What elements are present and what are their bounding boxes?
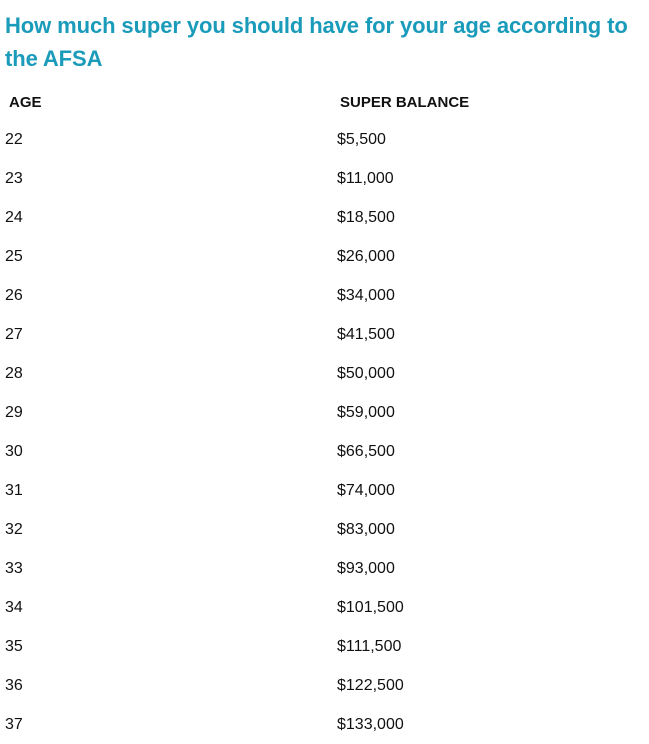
page-title: How much super you should have for your age according to the AFSA xyxy=(5,13,628,71)
balance-cell: $26,000 xyxy=(337,247,395,265)
balance-cell: $11,000 xyxy=(337,169,394,187)
age-cell: 31 xyxy=(5,481,23,499)
balance-cell: $41,500 xyxy=(337,325,395,343)
balance-cell: $101,500 xyxy=(337,598,404,616)
table-row xyxy=(0,393,649,432)
age-cell: 27 xyxy=(5,325,23,343)
age-cell: 29 xyxy=(5,403,23,421)
age-column-header: AGE xyxy=(9,93,42,111)
age-cell: 32 xyxy=(5,520,23,538)
table-row xyxy=(0,666,649,705)
table-row xyxy=(0,120,649,159)
balance-cell: $83,000 xyxy=(337,520,395,538)
table-row xyxy=(0,510,649,549)
table-row xyxy=(0,588,649,627)
table-row xyxy=(0,432,649,471)
table-row xyxy=(0,627,649,666)
age-cell: 37 xyxy=(5,715,23,733)
table-row xyxy=(0,471,649,510)
balance-cell: $34,000 xyxy=(337,286,395,304)
age-cell: 36 xyxy=(5,676,23,694)
table-row xyxy=(0,276,649,315)
age-cell: 28 xyxy=(5,364,23,382)
table-row xyxy=(0,315,649,354)
table-row xyxy=(0,159,649,198)
balance-cell: $74,000 xyxy=(337,481,395,499)
age-cell: 25 xyxy=(5,247,23,265)
table-header xyxy=(0,84,649,120)
balance-cell: $111,500 xyxy=(337,637,402,655)
balance-cell: $133,000 xyxy=(337,715,404,733)
balance-cell: $18,500 xyxy=(337,208,395,226)
age-cell: 23 xyxy=(5,169,23,187)
balance-cell: $59,000 xyxy=(337,403,395,421)
table-row xyxy=(0,354,649,393)
balance-cell: $66,500 xyxy=(337,442,395,460)
table-header-row xyxy=(0,84,649,120)
age-cell: 35 xyxy=(5,637,23,655)
balance-cell: $50,000 xyxy=(337,364,395,382)
table-row xyxy=(0,237,649,276)
table-row xyxy=(0,549,649,588)
super-balance-column-header: SUPER BALANCE xyxy=(340,93,470,111)
age-cell: 24 xyxy=(5,208,23,226)
balance-cell: $93,000 xyxy=(337,559,395,577)
super-balance-table xyxy=(0,84,649,744)
table-row xyxy=(0,198,649,237)
age-cell: 30 xyxy=(5,442,23,460)
table-row xyxy=(0,705,649,744)
age-cell: 33 xyxy=(5,559,23,577)
age-cell: 34 xyxy=(5,598,23,616)
age-cell: 22 xyxy=(5,130,23,148)
age-cell: 26 xyxy=(5,286,23,304)
table-body xyxy=(0,120,649,744)
balance-cell: $5,500 xyxy=(337,130,386,148)
balance-cell: $122,500 xyxy=(337,676,404,694)
